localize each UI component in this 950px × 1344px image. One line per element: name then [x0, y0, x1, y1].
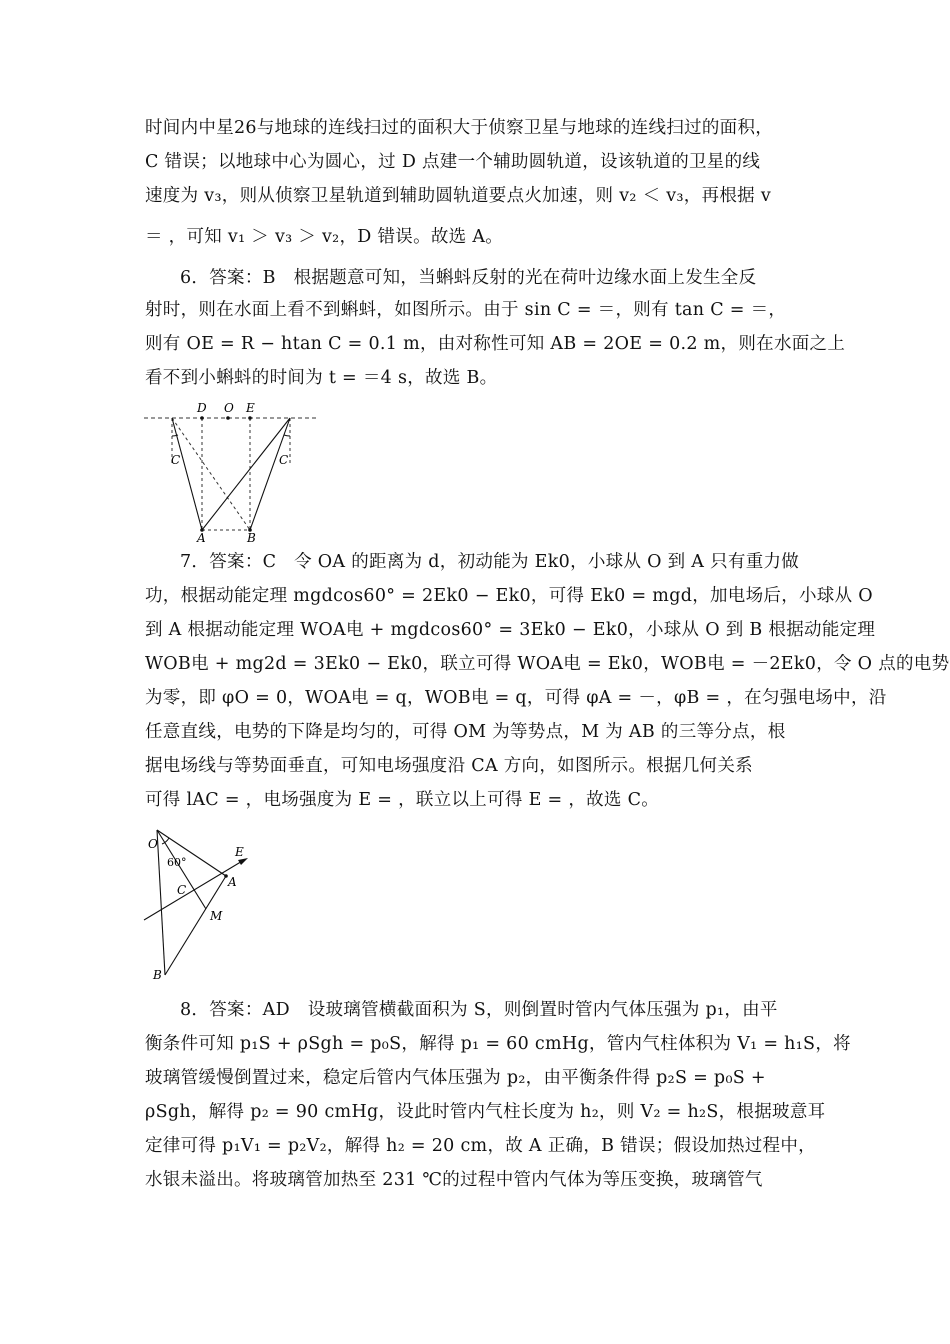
label-C-left: C: [171, 453, 181, 467]
ray-right-to-A: [202, 418, 290, 530]
text-line: 水银未溢出。将玻璃管加热至 231 ℃的过程中管内气体为等压变换，玻璃管气: [145, 1170, 763, 1190]
label-E: E: [235, 845, 244, 859]
text-line: 据电场线与等势面垂直，可知电场强度沿 CA 方向，如图所示。根据几何关系: [145, 756, 753, 776]
text-line: ρSgh，解得 p₂ = 90 cmHg，设此时管内气柱长度为 h₂，则 V₂ = h₂S，根据玻意耳: [145, 1102, 826, 1122]
text-line: 玻璃管缓慢倒置过来，稳定后管内气体压强为 p₂，由平衡条件得 p₂S = p₀S +: [145, 1068, 766, 1088]
label-C-right: C: [279, 453, 289, 467]
text-line: ＝ ，可知 v₁ ＞ v₃ ＞ v₂，D 错误。故选 A。: [145, 227, 504, 247]
label-60deg: 60°: [167, 856, 187, 869]
total-reflection-diagram: [142, 396, 322, 544]
point-O: [226, 416, 230, 420]
label-B: B: [153, 968, 162, 982]
text-line: 射时，则在水面上看不到蝌蚪，如图所示。由于 sin C = ＝，则有 tan C = ＝，: [145, 300, 787, 320]
text-line: 功，根据动能定理 mgdcos60° = 2Ek0 − Ek0，可得 Ek0 = mgd，加电场后，小球从 O: [145, 586, 873, 606]
line-OA: [157, 830, 226, 876]
text-line: 定律可得 p₁V₁ = p₂V₂，解得 h₂ = 20 cm，故 A 正确，B 错误；假设加热过程中，: [145, 1136, 816, 1156]
label-A: A: [197, 531, 206, 544]
label-C: C: [177, 883, 187, 897]
text-line: C 错误；以地球中心为圆心，过 D 点建一个辅助圆轨道，设该轨道的卫星的线: [145, 152, 761, 172]
label-B: B: [247, 531, 256, 544]
text-line: 任意直线，电势的下降是均匀的，可得 OM 为等势点，M 为 AB 的三等分点，根: [145, 722, 786, 742]
point-D: [200, 416, 204, 420]
ray-left-to-A: [172, 418, 202, 530]
point-E: [248, 416, 252, 420]
label-M: M: [210, 909, 223, 923]
line-AB: [165, 876, 226, 975]
text-line: 看不到小蝌蚪的时间为 t = ＝4 s，故选 B。: [145, 368, 498, 388]
angle-arc-right: [284, 435, 290, 436]
text-line: 为零，即 φO = 0，WOA电 = q，WOB电 = q，可得 φA = －，φB = ，在匀强电场中，沿: [145, 688, 887, 708]
dashed-ray-left: [172, 418, 250, 530]
text-line: 8．答案：AD 设玻璃管横截面积为 S，则倒置时管内气体压强为 p₁，由平: [180, 1000, 778, 1020]
label-O: O: [224, 401, 234, 415]
arrow-E: [238, 858, 248, 865]
electric-field-diagram: [140, 822, 260, 982]
text-line: WOB电 + mg2d = 3Ek0 − Ek0，联立可得 WOA电 = Ek0，WOB电 = －2Ek0，令 O 点的电势: [145, 654, 950, 674]
text-line: 速度为 v₃，则从侦察卫星轨道到辅助圆轨道要点火加速，则 v₂ ＜ v₃，再根据 v: [145, 186, 772, 206]
text-line: 衡条件可知 p₁S + ρSgh = p₀S，解得 p₁ = 60 cmHg，管内气柱体积为 V₁ = h₁S，将: [145, 1034, 851, 1054]
label-O: O: [148, 837, 158, 851]
line-OB: [157, 830, 165, 975]
label-E: E: [246, 401, 255, 415]
ray-right-to-B: [250, 418, 290, 530]
text-line: 则有 OE = R − htan C = 0.1 m，由对称性可知 AB = 2OE = 0.2 m，则在水面之上: [145, 334, 846, 354]
text-line: 可得 lAC = ，电场强度为 E = ，联立以上可得 E = ，故选 C。: [145, 790, 660, 810]
text-line: 时间内中星26与地球的连线扫过的面积大于侦察卫星与地球的连线扫过的面积，: [145, 118, 774, 138]
text-line: 到 A 根据动能定理 WOA电 + mgdcos60° = 3Ek0 − Ek0，小球从 O 到 B 根据动能定理: [145, 620, 876, 640]
text-line: 7．答案：C 令 OA 的距离为 d，初动能为 Ek0，小球从 O 到 A 只有重力做: [180, 552, 800, 572]
label-A: A: [228, 875, 237, 889]
text-line: 6．答案：B 根据题意可知，当蝌蚪反射的光在荷叶边缘水面上发生全反: [180, 268, 757, 288]
label-D: D: [197, 401, 207, 415]
